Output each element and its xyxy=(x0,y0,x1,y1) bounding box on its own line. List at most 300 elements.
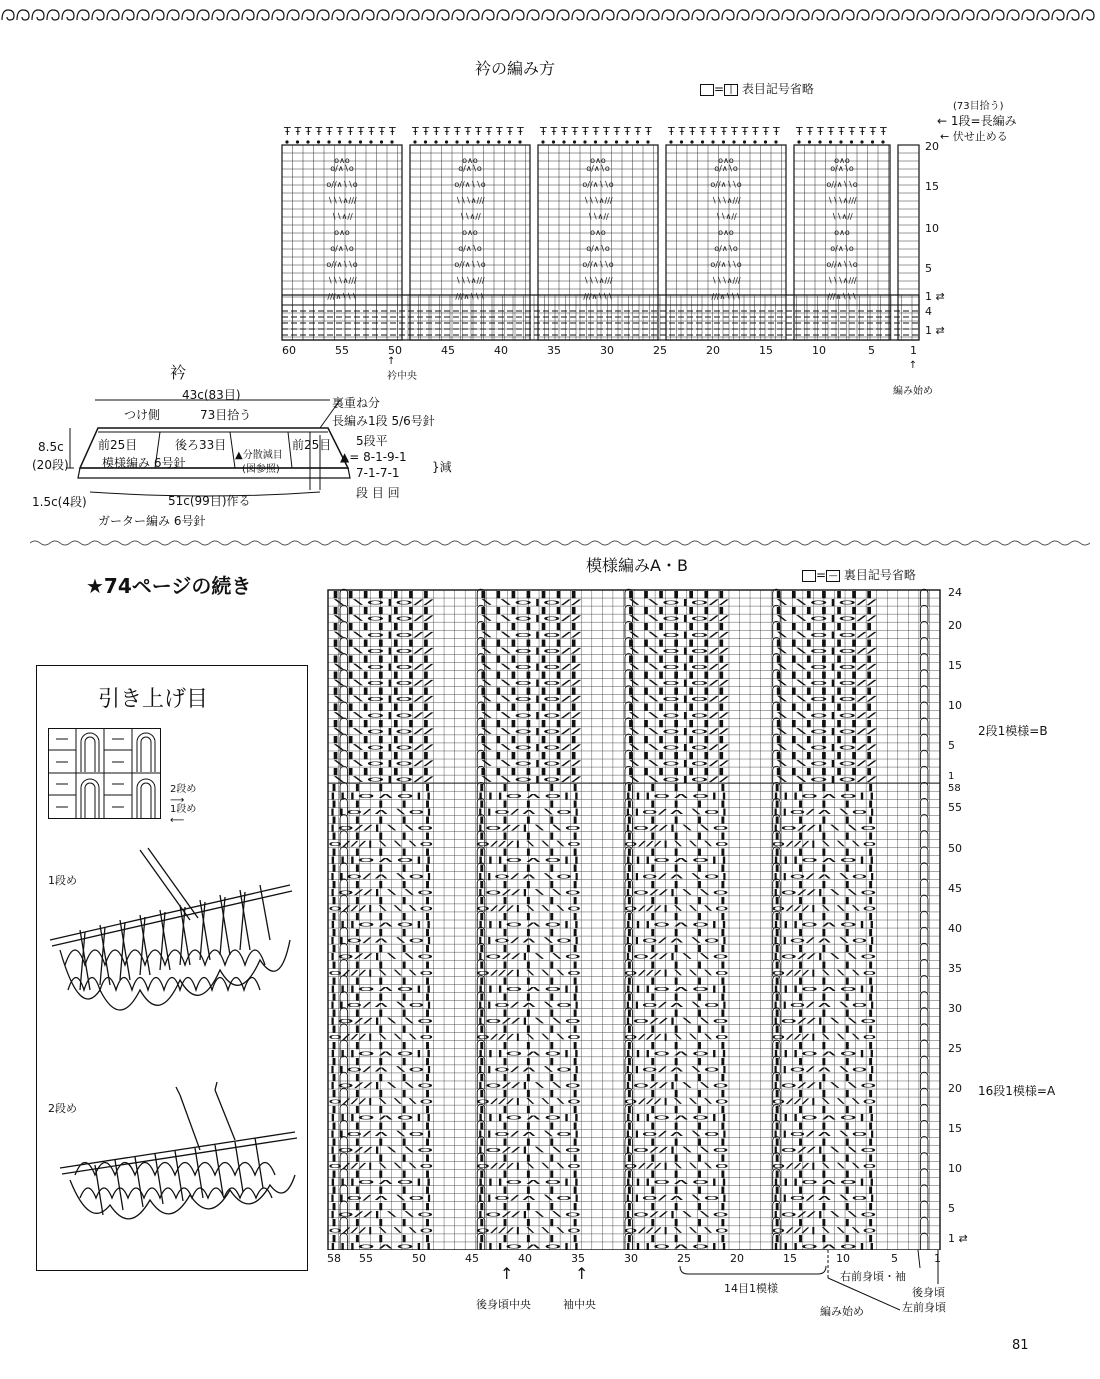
svg-text:| | | | |: | | | | | xyxy=(623,944,729,953)
svg-text:|||o∧o||: |||o∧o|| xyxy=(623,1113,729,1122)
svg-text:Ŧ: Ŧ xyxy=(720,125,728,138)
prow-a-5: 5 xyxy=(948,1202,955,1215)
svg-text:| | | | |: | | | | | xyxy=(771,912,877,921)
svg-text:|||||||: ||||||| xyxy=(771,590,877,599)
svg-text:∖∖∖∧∕∕∕: ∖∖∖∧∕∕∕ xyxy=(827,196,857,205)
illus-row2-label: 2段め xyxy=(48,1102,77,1115)
svg-text:||o∕∧∖o|: ||o∕∧∖o| xyxy=(328,1065,434,1074)
svg-text:| | | | |: | | | | | xyxy=(475,928,582,937)
svg-text:| | | | |: | | | | | xyxy=(771,1025,877,1034)
formula-caption: 段 目 回 xyxy=(356,486,400,500)
purl-square-icon: — xyxy=(826,570,840,582)
svg-text:| | | | |: | | | | | xyxy=(475,960,582,969)
svg-text:∖∖o|o∕∕: ∖∖o|o∕∕ xyxy=(771,759,880,768)
svg-text:|||||||: ||||||| xyxy=(475,671,582,680)
svg-text:|||o∧o||: |||o∧o|| xyxy=(328,1178,434,1187)
svg-text:|||||||: ||||||| xyxy=(623,654,729,663)
prow-a-20: 20 xyxy=(948,1082,962,1095)
pattern-leader-lines xyxy=(820,1248,950,1318)
svg-text:| | | | |: | | | | | xyxy=(475,912,582,921)
continued-heading: ★74ページの続き xyxy=(86,574,252,598)
svg-text:| | | | |: | | | | | xyxy=(623,1041,729,1050)
svg-text:Ŧ: Ŧ xyxy=(710,125,717,138)
svg-text:|||||||: ||||||| xyxy=(328,719,434,728)
repeat14-label: 14目1模様 xyxy=(724,1282,778,1295)
svg-text:| | | | |: | | | | | xyxy=(475,1105,582,1114)
svg-text:Ŧ: Ŧ xyxy=(699,125,707,138)
svg-text:|||||||: ||||||| xyxy=(475,767,582,776)
svg-text:| | | | |: | | | | | xyxy=(623,976,729,985)
pcol-45: 45 xyxy=(465,1252,479,1265)
back-body-label: 後身頃 xyxy=(912,1286,945,1299)
svg-text:|||||||: ||||||| xyxy=(475,719,582,728)
svg-text:∖∖o|o∕∕: ∖∖o|o∕∕ xyxy=(771,743,880,752)
pattern-start-label: 編み始め xyxy=(820,1305,864,1318)
page-number: 81 xyxy=(1012,1338,1029,1353)
pcol-30: 30 xyxy=(624,1252,638,1265)
svg-text:Ŧ: Ŧ xyxy=(475,125,482,138)
svg-text:∖∖o|o∕∕: ∖∖o|o∕∕ xyxy=(328,711,437,720)
svg-text:o∧o: o∧o xyxy=(590,228,606,237)
svg-text:∖∖o|o∕∕: ∖∖o|o∕∕ xyxy=(771,711,880,720)
pull-row1: 1段め ⟵ xyxy=(170,804,197,826)
pcol-25: 25 xyxy=(677,1252,691,1265)
svg-text:|||||||: ||||||| xyxy=(771,654,877,663)
svg-text:|o∕∕|∖∖o: |o∕∕|∖∖o xyxy=(623,1017,729,1026)
collar-col-50: 50 xyxy=(388,344,402,357)
svg-text:|||o∧o||: |||o∧o|| xyxy=(475,1049,582,1058)
svg-text:Ŧ: Ŧ xyxy=(859,125,866,138)
svg-text:∕∕∕∧∖∖∖: ∕∕∕∧∖∖∖ xyxy=(583,292,613,301)
width-top: 43c(83目) xyxy=(182,388,241,402)
svg-text:| | | | |: | | | | | xyxy=(771,783,877,792)
svg-text:Ŧ: Ŧ xyxy=(454,125,461,138)
svg-text:| | | | |: | | | | | xyxy=(328,1089,434,1098)
svg-text:|||||||: ||||||| xyxy=(623,767,729,776)
svg-text:Ŧ: Ŧ xyxy=(517,125,524,138)
svg-text:| | | | |: | | | | | xyxy=(328,799,434,808)
collar-row-4: 4 xyxy=(925,305,932,318)
svg-text:|||||||: ||||||| xyxy=(328,590,434,599)
collar-col-40: 40 xyxy=(494,344,508,357)
pcol-40: 40 xyxy=(518,1252,532,1265)
svg-text:| | | | |: | | | | | xyxy=(623,1009,729,1018)
collar-col-10: 10 xyxy=(812,344,826,357)
svg-text:|||||||: ||||||| xyxy=(771,751,877,760)
svg-text:∖∖∖∧∕∕∕: ∖∖∖∧∕∕∕ xyxy=(327,196,357,205)
svg-text:Ŧ: Ŧ xyxy=(678,125,686,138)
svg-text:| | | | |: | | | | | xyxy=(623,1105,729,1114)
svg-text:|||o∧o||: |||o∧o|| xyxy=(475,984,582,993)
svg-text:∖∖o|o∕∕: ∖∖o|o∕∕ xyxy=(328,743,437,752)
arrow-sleeve-center: ↑ xyxy=(575,1264,589,1283)
collar-col-1: 1 xyxy=(910,344,917,357)
svg-text:| | | | |: | | | | | xyxy=(623,1186,729,1195)
svg-text:| | | | |: | | | | | xyxy=(475,783,582,792)
svg-text:o∕∕∕|∖∖∖o: o∕∕∕|∖∖∖o xyxy=(475,1226,582,1235)
svg-text:∖∖o|o∕∕: ∖∖o|o∕∕ xyxy=(771,775,880,784)
svg-text:| | | | |: | | | | | xyxy=(623,1202,729,1211)
svg-text:Ŧ: Ŧ xyxy=(422,125,430,138)
svg-text:| | | | |: | | | | | xyxy=(328,928,434,937)
svg-text:| | | | |: | | | | | xyxy=(623,864,729,873)
collar-legend: = | 表目記号省略 xyxy=(700,80,814,97)
svg-text:∖∖o|o∕∕: ∖∖o|o∕∕ xyxy=(475,727,584,736)
svg-text:|||o∧o||: |||o∧o|| xyxy=(475,1178,582,1187)
svg-text:Ŧ: Ŧ xyxy=(817,125,824,138)
svg-text:Ŧ: Ŧ xyxy=(668,125,675,138)
pattern-legend: = — 裏目記号省略 xyxy=(802,566,916,583)
svg-text:|||||||: ||||||| xyxy=(475,590,582,599)
svg-text:| | | | |: | | | | | xyxy=(771,880,877,889)
svg-text:|o∕∕|∖∖o: |o∕∕|∖∖o xyxy=(771,888,877,897)
top-border xyxy=(0,4,1100,26)
svg-text:o∕∕∕|∖∖∖o: o∕∕∕|∖∖∖o xyxy=(623,840,729,849)
svg-text:∖∖o|o∕∕: ∖∖o|o∕∕ xyxy=(771,679,880,688)
svg-text:||o∕∧∖o|: ||o∕∧∖o| xyxy=(475,807,582,816)
svg-text:||o∕∧∖o|: ||o∕∧∖o| xyxy=(771,936,877,945)
svg-text:| | | | |: | | | | | xyxy=(475,1073,582,1082)
svg-text:o∕∕∕|∖∖∖o: o∕∕∕|∖∖∖o xyxy=(475,904,582,913)
svg-text:|||o∧o||: |||o∧o|| xyxy=(771,1242,877,1250)
svg-text:|||||||: ||||||| xyxy=(771,622,877,631)
sleeve-center-label: 袖中央 xyxy=(563,1298,596,1311)
svg-text:||o∕∧∖o|: ||o∕∧∖o| xyxy=(328,936,434,945)
svg-text:o∧o: o∧o xyxy=(462,156,478,165)
svg-text:o∕∕∕|∖∖∖o: o∕∕∕|∖∖∖o xyxy=(623,1033,729,1042)
svg-text:∖∖o|o∕∕: ∖∖o|o∕∕ xyxy=(475,679,584,688)
collar-col-45: 45 xyxy=(441,344,455,357)
svg-text:| | | | |: | | | | | xyxy=(475,1137,582,1146)
prow-b-5: 5 xyxy=(948,739,955,752)
svg-text:o∕∕∕|∖∖∖o: o∕∕∕|∖∖∖o xyxy=(328,1033,434,1042)
prow-a-35: 35 xyxy=(948,962,962,975)
svg-text:| | | | |: | | | | | xyxy=(475,832,582,841)
svg-text:| | | | |: | | | | | xyxy=(771,1234,877,1243)
svg-text:o∕∧∖o: o∕∧∖o xyxy=(458,244,482,253)
collar-row-1b: 1 ⇄ xyxy=(925,324,945,337)
svg-text:| | | | |: | | | | | xyxy=(623,1073,729,1082)
svg-text:| | | | |: | | | | | xyxy=(328,960,434,969)
svg-text:|o∕∕|∖∖o: |o∕∕|∖∖o xyxy=(475,952,582,961)
collar-row-10: 10 xyxy=(925,222,939,235)
svg-text:o∧o: o∧o xyxy=(334,156,350,165)
svg-text:| | | | |: | | | | | xyxy=(623,960,729,969)
svg-text:Ŧ: Ŧ xyxy=(880,125,887,138)
svg-text:| | | | |: | | | | | xyxy=(623,1170,729,1179)
svg-text:∖∖o|o∕∕: ∖∖o|o∕∕ xyxy=(475,759,584,768)
svg-text:| | | | |: | | | | | xyxy=(771,960,877,969)
svg-text:|o∕∕|∖∖o: |o∕∕|∖∖o xyxy=(771,1017,877,1026)
svg-text:∖∖o|o∕∕: ∖∖o|o∕∕ xyxy=(771,695,880,704)
svg-text:|o∕∕|∖∖o: |o∕∕|∖∖o xyxy=(475,823,582,832)
svg-text:o∕∕∕|∖∖∖o: o∕∕∕|∖∖∖o xyxy=(328,968,434,977)
svg-text:| | | | |: | | | | | xyxy=(623,1218,729,1227)
svg-text:| | | | |: | | | | | xyxy=(475,1170,582,1179)
svg-text:| | | | |: | | | | | xyxy=(771,864,877,873)
svg-text:| | | | |: | | | | | xyxy=(328,1153,434,1162)
svg-text:∖∖∧∕∕: ∖∖∧∕∕ xyxy=(331,212,353,221)
svg-text:|o∕∕|∖∖o: |o∕∕|∖∖o xyxy=(475,1210,582,1219)
svg-text:|o∕∕|∖∖o: |o∕∕|∖∖o xyxy=(328,952,434,961)
svg-text:|||o∧o||: |||o∧o|| xyxy=(771,1049,877,1058)
svg-text:|||||||: ||||||| xyxy=(328,735,434,744)
svg-text:|||||||: ||||||| xyxy=(475,622,582,631)
collar-col-35: 35 xyxy=(547,344,561,357)
collar-col-60: 60 xyxy=(282,344,296,357)
svg-text:| | | | |: | | | | | xyxy=(771,1137,877,1146)
svg-text:| | | | |: | | | | | xyxy=(623,1153,729,1162)
right-front-label: 右前身頃・袖 xyxy=(840,1270,906,1283)
pull-up-title: 引き上げ目 xyxy=(98,687,209,712)
svg-text:| | | | |: | | | | | xyxy=(475,815,582,824)
svg-text:∖∖o|o∕∕: ∖∖o|o∕∕ xyxy=(623,614,732,623)
svg-text:| | | | |: | | | | | xyxy=(771,1121,877,1130)
svg-text:∖∖o|o∕∕: ∖∖o|o∕∕ xyxy=(771,614,880,623)
svg-text:| | | | |: | | | | | xyxy=(623,896,729,905)
collar-row-15: 15 xyxy=(925,180,939,193)
svg-text:||o∕∧∖o|: ||o∕∧∖o| xyxy=(771,1194,877,1203)
pcol-55: 55 xyxy=(359,1252,373,1265)
svg-text:Ŧ: Ŧ xyxy=(336,125,344,138)
repeat-bracket xyxy=(678,1264,828,1278)
svg-text:| | | | |: | | | | | xyxy=(328,944,434,953)
svg-text:|||o∧o||: |||o∧o|| xyxy=(328,984,434,993)
prow-a-30: 30 xyxy=(948,1002,962,1015)
svg-text:|||||||: ||||||| xyxy=(771,703,877,712)
collar-col-15: 15 xyxy=(759,344,773,357)
svg-text:∖∖o|o∕∕: ∖∖o|o∕∕ xyxy=(475,695,584,704)
svg-text:∖∖∧∕∕: ∖∖∧∕∕ xyxy=(587,212,609,221)
svg-text:Ŧ: Ŧ xyxy=(689,125,696,138)
svg-text:|||o∧o||: |||o∧o|| xyxy=(771,1113,877,1122)
collar-chart-grid xyxy=(280,105,925,345)
svg-text:| | | | |: | | | | | xyxy=(623,832,729,841)
svg-text:Ŧ: Ŧ xyxy=(305,125,312,138)
long-stitch: 長編み1段 5/6号針 xyxy=(332,414,435,428)
svg-text:Ŧ: Ŧ xyxy=(378,125,386,138)
svg-text:∖∖o|o∕∕: ∖∖o|o∕∕ xyxy=(328,759,437,768)
svg-text:o∕∕∧∖∖o: o∕∕∧∖∖o xyxy=(582,260,614,269)
svg-text:| | | | |: | | | | | xyxy=(475,1186,582,1195)
svg-text:|o∕∕|∖∖o: |o∕∕|∖∖o xyxy=(623,888,729,897)
svg-text:| | | | |: | | | | | xyxy=(623,1057,729,1066)
formula2: 7-1-7-1 xyxy=(356,466,400,480)
svg-text:o∕∕∕|∖∖∖o: o∕∕∕|∖∖∖o xyxy=(771,1097,877,1106)
svg-text:Ŧ: Ŧ xyxy=(464,125,472,138)
collar-col-5: 5 xyxy=(868,344,875,357)
svg-text:o∕∕∕|∖∖∖o: o∕∕∕|∖∖∖o xyxy=(623,968,729,977)
prow-a-40: 40 xyxy=(948,922,962,935)
svg-text:∖∖o|o∕∕: ∖∖o|o∕∕ xyxy=(328,614,437,623)
svg-text:o∕∕∕|∖∖∖o: o∕∕∕|∖∖∖o xyxy=(623,1162,729,1171)
svg-text:| | | | |: | | | | | xyxy=(771,992,877,1001)
formula1: ▲= 8-1-9-1 xyxy=(340,450,407,464)
svg-text:| | | | |: | | | | | xyxy=(771,944,877,953)
svg-text:||o∕∧∖o|: ||o∕∧∖o| xyxy=(623,1065,729,1074)
svg-text:o∕∕∕|∖∖∖o: o∕∕∕|∖∖∖o xyxy=(623,1097,729,1106)
collar-row-5: 5 xyxy=(925,262,932,275)
illus-row1-label: 1段め xyxy=(48,874,77,887)
svg-text:| | | | |: | | | | | xyxy=(328,848,434,857)
svg-text:o∕∕∧∖∖o: o∕∕∧∖∖o xyxy=(454,180,486,189)
svg-text:| | | | |: | | | | | xyxy=(328,864,434,873)
svg-text:| | | | |: | | | | | xyxy=(771,1009,877,1018)
svg-text:|||o∧o||: |||o∧o|| xyxy=(771,1178,877,1187)
svg-text:| | | | |: | | | | | xyxy=(328,1009,434,1018)
svg-text:Ŧ: Ŧ xyxy=(357,125,365,138)
svg-text:| | | | |: | | | | | xyxy=(623,1137,729,1146)
height1: 8.5c xyxy=(38,440,64,454)
svg-text:o∕∕∕|∖∖∖o: o∕∕∕|∖∖∖o xyxy=(328,1162,434,1171)
back-center-label: 後身頃中央 xyxy=(476,1298,531,1311)
svg-text:Ŧ: Ŧ xyxy=(838,125,845,138)
svg-text:|||||||: ||||||| xyxy=(623,719,729,728)
svg-text:|||o∧o||: |||o∧o|| xyxy=(771,984,877,993)
svg-text:∖∖o|o∕∕: ∖∖o|o∕∕ xyxy=(623,598,732,607)
garter: ガーター編み 6号針 xyxy=(98,514,206,528)
svg-text:||o∕∧∖o|: ||o∕∧∖o| xyxy=(623,936,729,945)
pcol-58: 58 xyxy=(327,1252,341,1265)
svg-text:∖∖o|o∕∕: ∖∖o|o∕∕ xyxy=(623,695,732,704)
svg-text:|||||||: ||||||| xyxy=(475,751,582,760)
formula-reduce: }減 xyxy=(432,460,452,474)
svg-text:Ŧ: Ŧ xyxy=(603,125,610,138)
svg-text:| | | | |: | | | | | xyxy=(328,832,434,841)
see-fig: (図参照) xyxy=(242,464,280,475)
svg-text:o∧o: o∧o xyxy=(462,228,478,237)
svg-text:| | | | |: | | | | | xyxy=(771,928,877,937)
svg-text:Ŧ: Ŧ xyxy=(762,125,770,138)
svg-text:o∕∧∖o: o∕∧∖o xyxy=(330,244,354,253)
svg-text:o∕∕∧∖∖o: o∕∕∧∖∖o xyxy=(826,260,858,269)
svg-text:o∕∕∧∖∖o: o∕∕∧∖∖o xyxy=(326,180,358,189)
svg-text:| | | | |: | | | | | xyxy=(475,896,582,905)
svg-text:|||||||: ||||||| xyxy=(475,687,582,696)
attach-side: つけ側 xyxy=(124,408,161,422)
svg-text:Ŧ: Ŧ xyxy=(506,125,514,138)
pattern-label: 模様編み 6号針 xyxy=(102,456,186,470)
svg-text:| | | | |: | | | | | xyxy=(328,1186,434,1195)
svg-text:| | | | |: | | | | | xyxy=(328,783,434,792)
prow-a-1: 1 ⇄ xyxy=(948,1232,968,1245)
svg-text:|||o∧o||: |||o∧o|| xyxy=(771,856,877,865)
svg-text:Ŧ: Ŧ xyxy=(540,125,547,138)
svg-text:| | | | |: | | | | | xyxy=(771,1170,877,1179)
svg-text:Ŧ: Ŧ xyxy=(592,125,600,138)
empty-square-icon xyxy=(802,570,816,582)
svg-text:Ŧ: Ŧ xyxy=(582,125,589,138)
svg-text:o∕∧∖o: o∕∧∖o xyxy=(830,164,854,173)
svg-text:Ŧ: Ŧ xyxy=(624,125,631,138)
prow-b-1: 1 xyxy=(948,771,955,782)
svg-text:o∕∕∕|∖∖∖o: o∕∕∕|∖∖∖o xyxy=(623,1226,729,1235)
svg-text:| | | | |: | | | | | xyxy=(328,896,434,905)
svg-text:|||o∧o||: |||o∧o|| xyxy=(623,1178,729,1187)
svg-text:|||o∧o||: |||o∧o|| xyxy=(771,920,877,929)
svg-text:∖∖o|o∕∕: ∖∖o|o∕∕ xyxy=(328,662,437,671)
svg-text:|o∕∕|∖∖o: |o∕∕|∖∖o xyxy=(771,1210,877,1219)
svg-text:| | | | |: | | | | | xyxy=(475,880,582,889)
svg-text:||o∕∧∖o|: ||o∕∧∖o| xyxy=(623,872,729,881)
prow-a-55: 55 xyxy=(948,801,962,814)
svg-text:|||o∧o||: |||o∧o|| xyxy=(623,984,729,993)
svg-text:| | | | |: | | | | | xyxy=(623,848,729,857)
svg-text:||o∕∧∖o|: ||o∕∧∖o| xyxy=(623,807,729,816)
svg-text:| | | | |: | | | | | xyxy=(328,976,434,985)
svg-text:||o∕∧∖o|: ||o∕∧∖o| xyxy=(328,872,434,881)
svg-text:∖∖o|o∕∕: ∖∖o|o∕∕ xyxy=(475,614,584,623)
svg-text:∖∖o|o∕∕: ∖∖o|o∕∕ xyxy=(771,646,880,655)
svg-text:∖∖∖∧∕∕∕: ∖∖∖∧∕∕∕ xyxy=(583,276,613,285)
collar-col-20: 20 xyxy=(706,344,720,357)
svg-text:|o∕∕|∖∖o: |o∕∕|∖∖o xyxy=(328,1017,434,1026)
pcol-35: 35 xyxy=(571,1252,585,1265)
svg-text:|||o∧o||: |||o∧o|| xyxy=(623,791,729,800)
collar-chart-title: 衿の編み方 xyxy=(475,59,556,78)
svg-text:∖∖o|o∕∕: ∖∖o|o∕∕ xyxy=(475,630,584,639)
svg-text:| | | | |: | | | | | xyxy=(475,1025,582,1034)
svg-text:o∧o: o∧o xyxy=(334,228,350,237)
svg-text:|||||||: ||||||| xyxy=(771,606,877,615)
svg-text:||o∕∧∖o|: ||o∕∧∖o| xyxy=(623,1129,729,1138)
svg-text:|||o∧o||: |||o∧o|| xyxy=(328,1242,434,1250)
svg-text:| | | | |: | | | | | xyxy=(328,1041,434,1050)
svg-text:∖∖o|o∕∕: ∖∖o|o∕∕ xyxy=(328,598,437,607)
svg-text:Ŧ: Ŧ xyxy=(571,125,579,138)
collar-col-55: 55 xyxy=(335,344,349,357)
svg-text:|o∕∕|∖∖o: |o∕∕|∖∖o xyxy=(475,1081,582,1090)
svg-text:|||||||: ||||||| xyxy=(771,687,877,696)
svg-text:|||||||: ||||||| xyxy=(328,654,434,663)
svg-text:Ŧ: Ŧ xyxy=(433,125,440,138)
svg-text:| | | | |: | | | | | xyxy=(475,976,582,985)
svg-text:∖∖o|o∕∕: ∖∖o|o∕∕ xyxy=(623,711,732,720)
svg-text:Ŧ: Ŧ xyxy=(315,125,323,138)
svg-text:| | | | |: | | | | | xyxy=(623,783,729,792)
height1-rows: (20段) xyxy=(32,458,69,472)
svg-text:o∕∕∕|∖∖∖o: o∕∕∕|∖∖∖o xyxy=(475,1097,582,1106)
svg-text:| | | | |: | | | | | xyxy=(771,1202,877,1211)
collar-row1-note: ← 1段=長編み xyxy=(937,114,1017,128)
svg-text:o∕∕∧∖∖o: o∕∕∧∖∖o xyxy=(710,180,742,189)
decrease-label: ▲分散減目 xyxy=(235,450,283,461)
svg-text:∖∖o|o∕∕: ∖∖o|o∕∕ xyxy=(475,662,584,671)
empty-square-icon xyxy=(700,84,714,96)
reverse-half: 裏重ね分 xyxy=(332,396,381,410)
svg-text:| | | | |: | | | | | xyxy=(771,896,877,905)
svg-text:Ŧ: Ŧ xyxy=(496,125,503,138)
svg-text:o∕∧∖o: o∕∧∖o xyxy=(714,244,738,253)
svg-text:o∕∕∕|∖∖∖o: o∕∕∕|∖∖∖o xyxy=(771,1033,877,1042)
svg-text:∖∖∖∧∕∕∕: ∖∖∖∧∕∕∕ xyxy=(455,196,485,205)
svg-text:|o∕∕|∖∖o: |o∕∕|∖∖o xyxy=(328,1145,434,1154)
svg-text:|||||||: ||||||| xyxy=(328,638,434,647)
svg-text:|o∕∕|∖∖o: |o∕∕|∖∖o xyxy=(771,952,877,961)
svg-text:| | | | |: | | | | | xyxy=(475,864,582,873)
svg-text:|o∕∕|∖∖o: |o∕∕|∖∖o xyxy=(475,1145,582,1154)
svg-text:∖∖o|o∕∕: ∖∖o|o∕∕ xyxy=(328,727,437,736)
svg-text:|||o∧o||: |||o∧o|| xyxy=(328,856,434,865)
svg-text:o∕∕∧∖∖o: o∕∕∧∖∖o xyxy=(710,260,742,269)
svg-text:| | | | |: | | | | | xyxy=(623,880,729,889)
svg-text:|o∕∕|∖∖o: |o∕∕|∖∖o xyxy=(623,1145,729,1154)
svg-text:o∧o: o∧o xyxy=(718,228,734,237)
svg-text:∕∕∕∧∖∖∖: ∕∕∕∧∖∖∖ xyxy=(327,292,357,301)
svg-text:|||||||: ||||||| xyxy=(328,606,434,615)
pull-up-symbol-grid xyxy=(48,728,168,820)
back33: 後ろ33目 xyxy=(175,438,227,452)
